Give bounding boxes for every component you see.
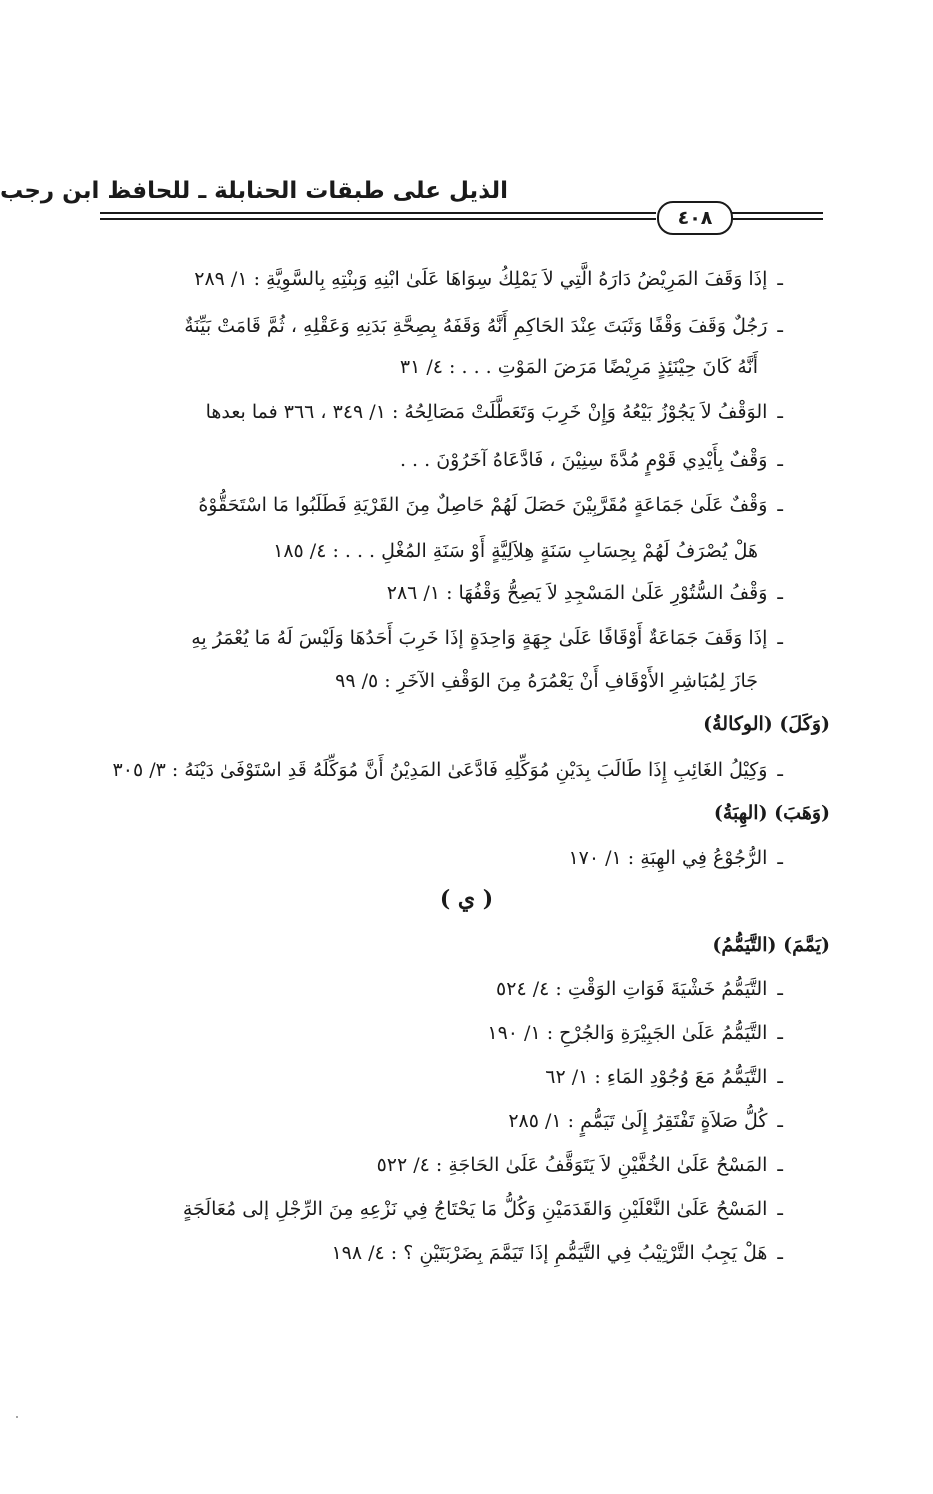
entry-text: التَّيَمُّمُ خَشْيَةَ فَوَاتِ الوَقْتِ : ٤/ ٥٢٤ [496,978,768,1000]
entry-text: إذَا وَقَفَ جَمَاعَةٌ أَوْقَافًا عَلَىٰ جِهَةٍ وَاحِدَةٍ إذَا خَرِبَ أَحَدُهَا وَلَيْسَ لَهُ مَا يُعْمَرُ بِهِ [191,627,768,649]
bullet: ـ [777,268,783,290]
index-entry [113,757,783,783]
bullet: ـ [777,582,783,604]
bullet: ـ [777,449,783,471]
bullet: ـ [777,1154,783,1176]
index-entry-continuation [273,538,758,564]
entry-text: وَقْفُ السُّتُوْرِ عَلَىٰ المَسْجِدِ لاَ يَصِحُّ وَقْفُهَا : ١/ ٢٨٦ [386,582,768,604]
bullet: ـ [777,1066,783,1088]
entry-text: المَسْحُ عَلَىٰ النَّعْلَيْنِ وَالقَدَمَيْنِ وَكُلُّ مَا يَحْتَاجُ فِي نَزْعِهِ مِنَ الرِّجْلِ إلى مُعَالَجَةٍ [182,1198,768,1220]
entry-text: الرُّجُوْعُ فِي الهِبَةِ : ١/ ١٧٠ [568,847,768,869]
bullet: ـ [777,315,783,337]
entry-text: التَّيَمُّمُ عَلَىٰ الجَبِيْرَةِ وَالجُرْحِ : ١/ ١٩٠ [487,1022,768,1044]
header-rule-right-top [731,212,823,214]
entry-text: كُلُّ صَلاَةٍ تَفْتَقِرُ إِلَىٰ تَيَمُّمٍ : ١/ ٢٨٥ [508,1110,768,1132]
index-entry [198,492,783,518]
entry-text: هَلْ يُصْرَفُ لَهُمْ بِحِسَابِ سَنَةٍ هِلاَلِيَّةٍ أَوْ سَنَةِ المُغْلِ . . . : ٤/ ١٨٥ [273,540,758,562]
page-number [657,201,733,235]
entry-text: وَقْفٌ بِأَيْدِي قَوْمٍ مُدَّةَ سِنِيْنَ ، فَادَّعَاهُ آخَرُوْنَ . . . [399,449,768,471]
entry-text: أَنَّهُ كَانَ حِيْنَئِذٍ مَرِيْضًا مَرَضَ المَوْتِ . . . : ٤/ ٣١ [399,356,758,378]
scan-speck [16,1416,18,1418]
bullet: ـ [777,494,783,516]
header-rule-right-bottom [731,218,823,220]
index-entry [545,1064,783,1090]
index-entry [194,266,783,292]
index-entry [191,625,783,651]
entry-text: هَلْ يَجِبُ التَّرْتِيْبُ فِي التَّيَمُّمِ إذَا تَيَمَّمَ بِضَرْبَتَيْنِ ؟ : ٤/ ١٩٨ [331,1242,768,1264]
index-entry-continuation [335,668,758,694]
entry-text: جَازَ لِمُبَاشِرِ الأَوْقَافِ أَنْ يَعْمُرَهُ مِنَ الوَقْفِ الآخَرِ : ٥/ ٩٩ [335,670,758,692]
index-entry [331,1240,783,1266]
bullet: ـ [777,1110,783,1132]
index-entry [508,1108,783,1134]
index-entry [400,447,783,473]
bullet: ـ [777,759,783,781]
index-entry [183,1196,783,1222]
root-heading-tayammum: (يَمَّمَ) (التَّيَمُّمُ) [712,934,830,956]
entry-text: رَجُلٌ وَقَفَ وَقْفًا وَثَبَتَ عِنْدَ الحَاكِمِ أَنَّهُ وَقَفَهُ بِصِحَّةِ بَدَنِهِ وَعَقْلِهِ ، ثُمَّ قَامَتْ بَيِّنَةٌ [184,315,768,337]
bullet: ـ [777,978,783,1000]
index-entry [487,1020,783,1046]
bullet: ـ [777,847,783,869]
index-entry [377,1152,783,1178]
index-entry-continuation [400,354,758,380]
bullet: ـ [777,1022,783,1044]
bullet: ـ [777,627,783,649]
index-entry [387,580,783,606]
index-entry [496,976,783,1002]
entry-text: التَّيَمُّمُ مَعَ وُجُوْدِ المَاءِ : ١/ ٦٢ [545,1066,768,1088]
index-entry [568,845,783,871]
section-letter-heading: ( ي ) [439,886,494,912]
root-heading-wakala: (وَكَلَ) (الوكالةُ) [703,713,830,735]
bullet: ـ [777,1198,783,1220]
root-heading-hiba: (وَهَبَ) (الهِبَةُ) [713,802,830,824]
entry-text: المَسْحُ عَلَىٰ الخُفَّيْنِ لاَ يَتَوَقَّفُ عَلَىٰ الحَاجَةِ : ٤/ ٥٢٢ [376,1154,768,1176]
bullet: ـ [777,1242,783,1264]
index-entry [184,313,783,339]
header-rule-left-top [100,212,656,214]
entry-text: وَكِيْلُ الغَائِبِ إِذَا طَالَبَ بِدَيْنِ مُوَكِّلِهِ فَادَّعَىٰ المَدِيْنُ أَنَّ مُوَكِّلَهُ قَدِ اسْتَوْفَىٰ دَيْنَهُ : ٣/ ٣٠٥ [112,759,768,781]
header-rule-left-bottom [100,218,656,220]
entry-text: وَقْفٌ عَلَىٰ جَمَاعَةٍ مُقَرَّبِيْنَ حَصَلَ لَهُمْ حَاصِلٌ مِنَ القَرْيَةِ فَطَلَبُوا مَا اسْتَحَقُّوْهُ [198,494,768,516]
running-header-title: الذيل على طبقات الحنابلة ـ للحافظ ابن رجب [0,178,508,204]
bullet: ـ [777,401,783,423]
page-number-text: ٤٠٨ [677,207,713,229]
entry-text: الوَقْفُ لاَ يَجُوْزُ بَيْعُهُ وَإِنْ خَرِبَ وَتَعَطَّلَتْ مَصَالِحُهُ : ١/ ٣٤٩ ، ٣٦٦ فما بعدها [205,401,768,423]
index-entry [206,399,783,425]
entry-text: إذَا وَقَفَ المَرِيْضُ دَارَهُ الَّتِي لاَ يَمْلِكُ سِوَاهَا عَلَىٰ ابْنِهِ وَبِنْتِهِ بِالسَّوِيَّةِ : ١/ ٢٨٩ [194,268,768,290]
